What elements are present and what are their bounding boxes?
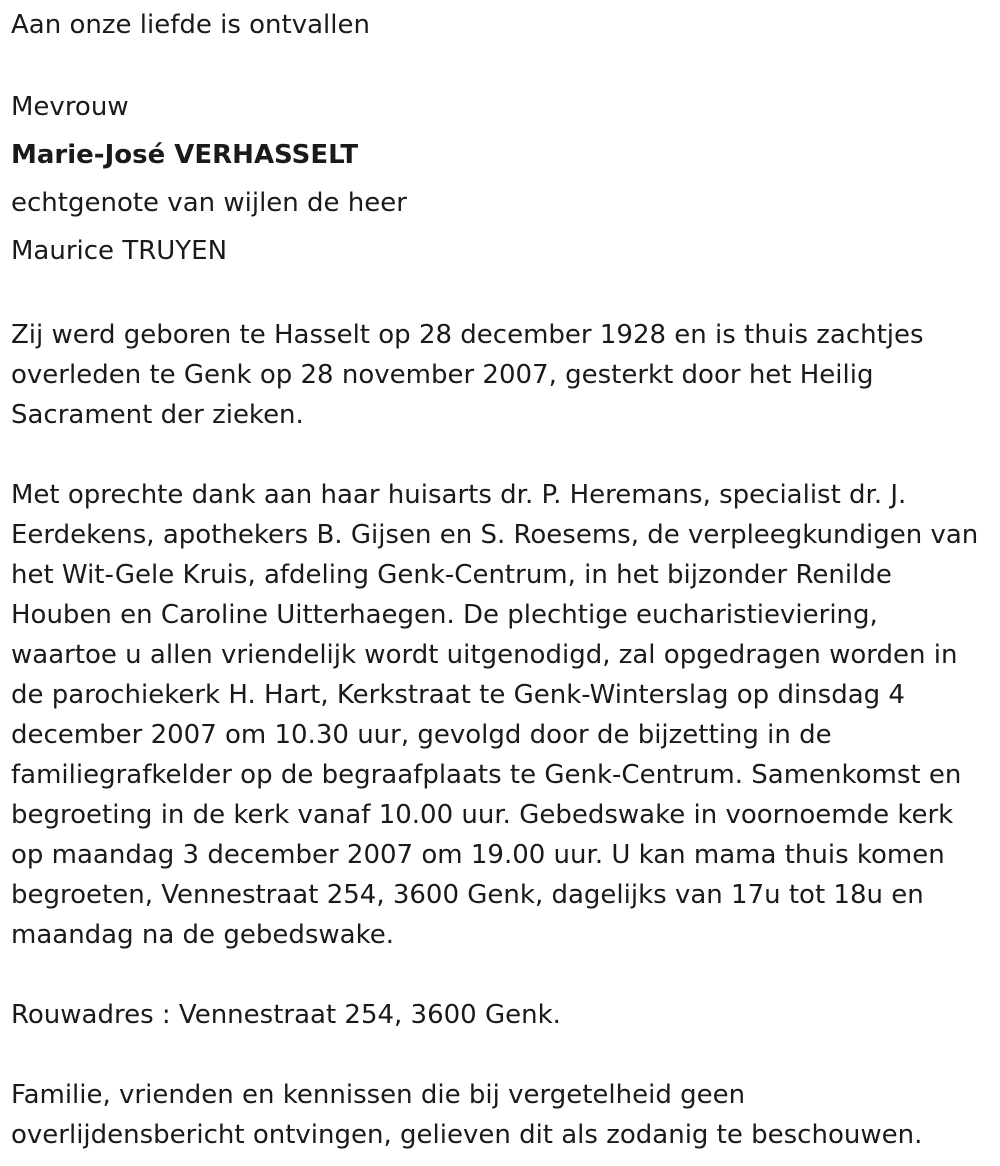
spacer	[11, 955, 991, 995]
salutation: Mevrouw	[11, 92, 129, 122]
deceased-name: Marie-José VERHASSELT	[11, 140, 359, 170]
paragraph-line: begroeting in de kerk vanaf 10.00 uur. Gebedswake in voornoemde kerk	[11, 800, 954, 830]
paragraph-line: Zij werd geboren te Hasselt op 28 december 1928 en is thuis zachtjes	[11, 320, 924, 350]
paragraph-line: Eerdekens, apothekers B. Gijsen en S. Roesems, de verpleegkundigen van	[11, 520, 979, 550]
paragraph-line: overleden te Genk op 28 november 2007, gesterkt door het Heilig	[11, 360, 874, 390]
paragraph-line: Houben en Caroline Uitterhaegen. De plechtige eucharistieviering,	[11, 600, 878, 630]
relation-line: echtgenote van wijlen de heer	[11, 188, 407, 218]
paragraph-line: Met oprechte dank aan haar huisarts dr. P. Heremans, specialist dr. J.	[11, 480, 907, 510]
paragraph-line: waartoe u allen vriendelijk wordt uitgenodigd, zal opgedragen worden in	[11, 640, 958, 670]
paragraph-line: december 2007 om 10.30 uur, gevolgd door de bijzetting in de	[11, 720, 832, 750]
paragraph-line: het Wit-Gele Kruis, afdeling Genk-Centrum, in het bijzonder Renilde	[11, 560, 892, 590]
obituary-notice	[11, 5, 991, 1155]
paragraph-line: Sacrament der zieken.	[11, 400, 304, 430]
spacer	[11, 45, 991, 83]
spouse-name: Maurice TRUYEN	[11, 236, 228, 266]
paragraph-line: de parochiekerk H. Hart, Kerkstraat te Genk-Winterslag op dinsdag 4	[11, 680, 905, 710]
thanks-paragraph	[11, 475, 991, 955]
paragraph-line: op maandag 3 december 2007 om 19.00 uur. U kan mama thuis komen	[11, 840, 945, 870]
person-block	[11, 83, 991, 275]
spacer	[11, 275, 991, 315]
paragraph-line: overlijdensbericht ontvingen, gelieven dit als zodanig te beschouwen.	[11, 1120, 923, 1150]
mourning-address: Rouwadres : Vennestraat 254, 3600 Genk.	[11, 1000, 561, 1030]
birth-death-paragraph	[11, 315, 991, 435]
closing-paragraph	[11, 1075, 991, 1155]
intro-line: Aan onze liefde is ontvallen	[11, 10, 370, 40]
spacer	[11, 1035, 991, 1075]
paragraph-line: Familie, vrienden en kennissen die bij vergetelheid geen	[11, 1080, 746, 1110]
spacer	[11, 435, 991, 475]
paragraph-line: familiegrafkelder op de begraafplaats te Genk-Centrum. Samenkomst en	[11, 760, 962, 790]
paragraph-line: maandag na de gebedswake.	[11, 920, 394, 950]
paragraph-line: begroeten, Vennestraat 254, 3600 Genk, dagelijks van 17u tot 18u en	[11, 880, 924, 910]
